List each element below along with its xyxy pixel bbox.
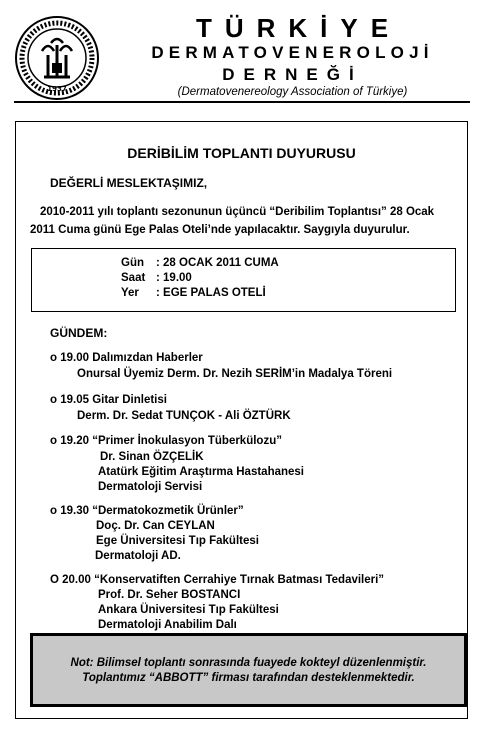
org-subtitle-line1: DERMATOVENEROLOJİ <box>151 43 434 62</box>
agenda-item-detail: Atatürk Eğitim Araştırma Hastahanesi <box>98 466 305 478</box>
agenda-item-detail: Ege Üniversitesi Tıp Fakültesi <box>96 535 259 547</box>
agenda-item-time: o 19.20 “Primer İnokulasyon Tüberkülozu” <box>50 435 282 447</box>
agenda-item-detail: Prof. Dr. Seher BOSTANCI <box>98 589 241 601</box>
announcement-title: DERİBİLİM TOPLANTI DUYURUSU <box>127 145 356 161</box>
agenda-item-detail: Dermatoloji Servisi <box>98 481 203 493</box>
info-value-place: : EGE PALAS OTELİ <box>156 287 266 299</box>
agenda-item-time: O 20.00 “Konservatiften Cerrahiye Tırnak Batması Tedavileri” <box>50 574 385 586</box>
org-title: TÜRKİYE <box>195 13 402 43</box>
info-label-place: Yer <box>121 287 139 299</box>
agenda-item-detail: Dermatoloji AD. <box>95 550 181 562</box>
org-english-name: (Dermatovenereology Association of Türkiye) <box>177 86 408 98</box>
header-divider <box>14 101 470 103</box>
intro-line-2: 2011 Cuma günü Ege Palas Oteli’nde yapılacaktır. Saygıyla duyurulur. <box>30 224 410 236</box>
agenda-item-time: o 19.30 “Dermatokozmetik Ürünler” <box>50 505 244 517</box>
org-subtitle-line2: DERNEĞİ <box>222 65 363 84</box>
agenda-item-detail: Doç. Dr. Can CEYLAN <box>96 520 215 532</box>
agenda-item-time: o 19.00 Dalımızdan Haberler <box>50 352 203 364</box>
info-label-day: Gün <box>121 257 144 269</box>
info-value-day: : 28 OCAK 2011 CUMA <box>156 257 279 269</box>
agenda-item-detail: Derm. Dr. Sedat TUNÇOK - Ali ÖZTÜRK <box>77 410 291 422</box>
note-line-1: Not: Bilimsel toplantı sonrasında fuayede kokteyl düzenlenmiştir. <box>70 657 427 669</box>
info-value-time: : 19.00 <box>156 272 192 284</box>
association-seal <box>14 15 100 101</box>
note-box <box>30 633 467 707</box>
agenda-item-detail: Dr. Sinan ÖZÇELİK <box>100 451 204 463</box>
agenda-item-time: o 19.05 Gitar Dinletisi <box>50 394 167 406</box>
agenda-item-detail: Dermatoloji Anabilim Dalı <box>98 619 237 631</box>
agenda-item-detail: Ankara Üniversitesi Tıp Fakültesi <box>98 604 279 616</box>
agenda-heading: GÜNDEM: <box>50 326 108 340</box>
seal-year: 1937 <box>47 85 67 93</box>
intro-line-1: 2010-2011 yılı toplantı sezonunun üçüncü “Deribilim Toplantısı” 28 Ocak <box>40 206 435 218</box>
info-label-time: Saat <box>121 272 146 284</box>
note-line-2: Toplantımız “ABBOTT” firması tarafından desteklenmektedir. <box>82 672 415 684</box>
salutation: DEĞERLİ MESLEKTAŞIMIZ, <box>50 176 208 190</box>
agenda-item-detail: Onursal Üyemiz Derm. Dr. Nezih SERİM’in Madalya Töreni <box>77 368 393 380</box>
